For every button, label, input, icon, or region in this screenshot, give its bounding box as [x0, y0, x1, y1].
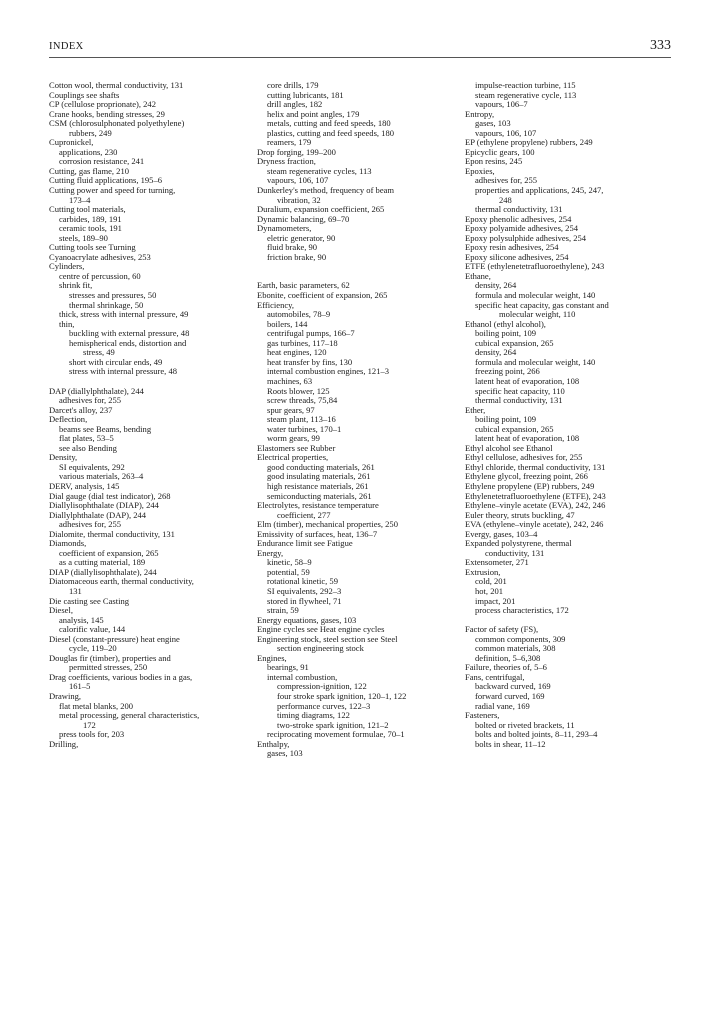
index-subentry: machines, 63: [267, 375, 313, 386]
index-subentry: centre of percussion, 60: [59, 270, 141, 281]
index-entry: Diamonds,: [49, 538, 87, 549]
index-subentry: rubbers, 249: [69, 127, 112, 138]
index-subentry: thin,: [59, 318, 75, 329]
index-subentry: Roots blower, 125: [267, 385, 330, 396]
index-subentry: corrosion resistance, 241: [59, 156, 145, 167]
index-entry: EVA (ethylene–vinyle acetate), 242, 246: [465, 519, 604, 530]
index-subentry: gas turbines, 117–18: [267, 337, 338, 348]
index-entry: Extensometer, 271: [465, 557, 529, 568]
index-subentry: latent heat of evaporation, 108: [475, 375, 580, 386]
index-entry: Entropy,: [465, 108, 495, 119]
index-subentry: backward curved, 169: [475, 681, 551, 692]
index-subentry: steam plant, 113–16: [267, 414, 336, 425]
index-entry: Dryness fraction,: [257, 156, 316, 167]
index-entry: Douglas fir (timber), properties and: [49, 652, 171, 663]
index-entry: ETFE (ethylenetetrafluoroethylene), 243: [465, 261, 605, 272]
index-subentry: thermal shrinkage, 50: [69, 299, 144, 310]
index-entry: Elastomers see Rubber: [257, 442, 336, 453]
index-subentry: high resistance materials, 261: [267, 480, 369, 491]
index-subentry: bolts and bolted joints, 8–11, 293–4: [475, 729, 598, 740]
index-entry: Drawing,: [49, 691, 82, 701]
index-entry: Factor of safety (FS),: [465, 624, 539, 635]
index-subentry: thermal conductivity, 131: [475, 395, 563, 406]
index-entry: Ethane,: [465, 270, 491, 281]
index-entry: Crane hooks, bending stresses, 29: [49, 108, 165, 119]
index-subentry: short with circular ends, 49: [69, 356, 163, 367]
index-subentry: vapours, 106, 107: [267, 175, 329, 186]
index-entry: Ebonite, coefficient of expansion, 265: [257, 290, 388, 301]
index-subentry: internal combustion engines, 121–3: [267, 366, 390, 377]
index-subentry: 248: [499, 194, 512, 205]
index-entry: CP (cellulose proprionate), 242: [49, 99, 156, 110]
index-subentry: beams see Beams, bending: [59, 423, 152, 434]
index-entry: Ethylene glycol, freezing point, 266: [465, 471, 588, 482]
index-entry: Extrusion,: [465, 566, 501, 577]
index-subentry: hot, 201: [475, 585, 504, 596]
index-subentry: shrink fit,: [59, 280, 93, 291]
index-subentry: see also Bending: [59, 442, 117, 453]
index-entry: Ethanol (ethyl alcohol),: [465, 318, 546, 329]
index-entry: Elm (timber), mechanical properties, 250: [257, 519, 398, 530]
index-column-right: [465, 81, 679, 749]
index-subentry: specific heat capacity, 110: [475, 385, 565, 396]
index-entry: Expanded polystyrene, thermal: [465, 538, 572, 549]
index-entry: Failure, theories of, 5–6: [465, 662, 547, 673]
index-subentry: 131: [69, 585, 82, 596]
index-subentry: press tools for, 203: [59, 729, 125, 740]
page-title: INDEX: [49, 41, 84, 52]
index-subentry: formula and molecular weight, 140: [475, 356, 596, 367]
index-subentry: ceramic tools, 191: [59, 223, 122, 234]
index-entry: Fasteners,: [465, 710, 500, 721]
index-subentry: vapours, 106–7: [475, 99, 528, 110]
index-entry: Dynamometers,: [257, 223, 312, 234]
index-entry: Emissivity of surfaces, heat, 136–7: [257, 528, 378, 539]
page-number: 333: [650, 38, 671, 53]
index-entry: Efficiency,: [257, 299, 295, 310]
index-subentry: two-stroke spark ignition, 121–2: [277, 719, 389, 730]
index-subentry: stress, 49: [83, 347, 115, 358]
index-subentry: screw threads, 75,84: [267, 395, 338, 406]
index-subentry: SI equivalents, 292: [59, 461, 125, 472]
index-subentry: hemispherical ends, distortion and: [69, 337, 187, 348]
index-subentry: reamers, 179: [267, 137, 312, 148]
index-entry: Cutting tool materials,: [49, 204, 126, 215]
index-subentry: metals, cutting and feed speeds, 180: [267, 118, 391, 129]
index-subentry: as a cutting material, 189: [59, 557, 146, 568]
index-subentry: SI equivalents, 292–3: [267, 585, 342, 596]
index-subentry: flat plates, 53–5: [59, 433, 114, 444]
index-subentry: applications, 230: [59, 146, 118, 157]
header-rule: [49, 57, 671, 58]
index-entry: Cutting tools see Turning: [49, 242, 136, 253]
index-subentry: heat engines, 120: [267, 347, 327, 358]
index-entry: Electrolytes, resistance temperature: [257, 500, 379, 511]
index-entry: Duralium, expansion coefficient, 265: [257, 204, 385, 215]
index-entry: Ethyl cellulose, adhesives for, 255: [465, 452, 583, 463]
index-subentry: radial vane, 169: [475, 700, 530, 711]
index-subentry: permitted stresses, 250: [69, 662, 148, 673]
index-entry: Density,: [49, 452, 78, 463]
index-subentry: steam regenerative cycles, 113: [267, 165, 372, 176]
index-subentry: heat transfer by fins, 130: [267, 356, 353, 367]
index-entry: Engines,: [257, 652, 287, 663]
index-entry: Energy equations, gases, 103: [257, 614, 357, 625]
index-subentry: vibration, 32: [277, 194, 321, 205]
index-subentry: cutting lubricants, 181: [267, 89, 344, 100]
index-subentry: water turbines, 170–1: [267, 423, 342, 434]
index-subentry: coefficient, 277: [277, 509, 331, 520]
index-entry: Cylinders,: [49, 261, 85, 272]
index-subentry: thermal conductivity, 131: [475, 204, 563, 215]
index-entry: Epicyclic gears, 100: [465, 146, 535, 157]
index-subentry: steam regenerative cycle, 113: [475, 89, 577, 100]
index-subentry: automobiles, 78–9: [267, 309, 331, 320]
index-entry: Epoxies,: [465, 165, 495, 176]
index-subentry: density, 264: [475, 280, 517, 291]
index-entry: Fans, centrifugal,: [465, 671, 525, 682]
index-entry: Epon resins, 245: [465, 156, 523, 167]
index-subentry: various materials, 263–4: [59, 471, 144, 482]
index-entry: Epoxy resin adhesives, 254: [465, 242, 559, 253]
index-subentry: boiling point, 109: [475, 328, 537, 339]
index-subentry: buckling with external pressure, 48: [69, 328, 190, 339]
index-entry: Darcet's alloy, 237: [49, 404, 113, 415]
index-subentry: bearings, 91: [267, 662, 309, 673]
index-subentry: thick, stress with internal pressure, 49: [59, 309, 189, 320]
index-subentry: 172: [83, 719, 96, 730]
index-entry: Diatomaceous earth, thermal conductivity,: [49, 576, 194, 587]
index-subentry: bolts in shear, 11–12: [475, 738, 546, 749]
index-entry: Endurance limit see Fatigue: [257, 538, 353, 549]
index-entry: Diesel (constant-pressure) heat engine: [49, 633, 180, 644]
index-subentry: adhesives for, 255: [475, 175, 538, 186]
index-entry: Energy,: [257, 547, 284, 558]
index-subentry: boiling point, 109: [475, 414, 537, 425]
index-subentry: fluid brake, 90: [267, 242, 318, 253]
index-subentry: gases, 103: [267, 748, 303, 759]
index-subentry: four stroke spark ignition, 120–1, 122: [277, 691, 407, 701]
index-subentry: internal combustion,: [267, 671, 338, 682]
index-entry: Electrical properties,: [257, 452, 329, 463]
index-subentry: latent heat of evaporation, 108: [475, 433, 580, 444]
index-subentry: vapours, 106, 107: [475, 127, 537, 138]
index-entry: Deflection,: [49, 414, 88, 425]
index-subentry: stress with internal pressure, 48: [69, 366, 178, 377]
index-entry: CSM (chlorosulphonated polyethylene): [49, 118, 185, 129]
index-column-middle: [257, 81, 471, 759]
index-entry: Epoxy polyamide adhesives, 254: [465, 223, 578, 234]
index-entry: Cyanoacrylate adhesives, 253: [49, 251, 151, 262]
index-entry: Enthalpy,: [257, 738, 290, 749]
index-entry: Cupronickel,: [49, 137, 94, 148]
index-entry: Ethylene–vinyle acetate (EVA), 242, 246: [465, 500, 606, 511]
index-entry: Diallylisophthalate (DIAP), 244: [49, 500, 159, 511]
index-subentry: spur gears, 97: [267, 404, 315, 415]
index-entry: DIAP (diallylisophthalate), 244: [49, 566, 157, 577]
index-subentry: calorific value, 144: [59, 624, 126, 635]
index-subentry: common components, 309: [475, 633, 566, 644]
index-entry: Drag coefficients, various bodies in a gas,: [49, 671, 193, 682]
index-entry: Ether,: [465, 404, 486, 415]
index-entry: Epoxy phenolic adhesives, 254: [465, 213, 572, 224]
index-entry: Epoxy polysulphide adhesives, 254: [465, 232, 587, 243]
index-subentry: analysis, 145: [59, 614, 104, 625]
index-subentry: 161–5: [69, 681, 91, 692]
index-subentry: steels, 189–90: [59, 232, 108, 243]
index-entry: Dynamic balancing, 69–70: [257, 213, 350, 224]
index-subentry: properties and applications, 245, 247,: [475, 185, 604, 196]
index-subentry: density, 264: [475, 347, 517, 358]
index-subentry: freezing point, 266: [475, 366, 540, 377]
index-subentry: timing diagrams, 122: [277, 710, 350, 721]
index-subentry: adhesives for, 255: [59, 519, 122, 530]
index-entry: Cutting, gas flame, 210: [49, 165, 129, 176]
index-entry: DAP (diallylphthalate), 244: [49, 385, 144, 396]
index-subentry: stored in flywheel, 71: [267, 595, 342, 606]
index-subentry: strain, 59: [267, 605, 299, 616]
index-entry: Cutting power and speed for turning,: [49, 185, 176, 196]
index-subentry: section engineering stock: [277, 643, 364, 654]
index-entry: Engine cycles see Heat engine cycles: [257, 624, 385, 635]
index-entry: Drilling,: [49, 738, 79, 749]
index-subentry: impulse-reaction turbine, 115: [475, 80, 576, 90]
index-subentry: boilers, 144: [267, 318, 308, 329]
index-entry: DERV, analysis, 145: [49, 480, 120, 491]
index-subentry: carbides, 189, 191: [59, 213, 122, 224]
index-entry: Earth, basic parameters, 62: [257, 280, 350, 291]
index-entry: Euler theory, struts buckling, 47: [465, 509, 575, 520]
index-entry: Ethyl alcohol see Ethanol: [465, 442, 553, 453]
index-entry: Ethylenetetrafluoroethylene (ETFE), 243: [465, 490, 606, 501]
index-subentry: conductivity, 131: [485, 547, 545, 558]
index-subentry: good conducting materials, 261: [267, 461, 375, 472]
index-spacer: [257, 262, 471, 272]
index-subentry: coefficient of expansion, 265: [59, 547, 159, 558]
index-subentry: compression-ignition, 122: [277, 681, 367, 692]
index-entry: Die casting see Casting: [49, 595, 129, 606]
index-subentry: good insulating materials, 261: [267, 471, 371, 482]
index-subentry: worm gears, 99: [267, 433, 320, 444]
index-subentry: adhesives for, 255: [59, 395, 122, 406]
index-subentry: plastics, cutting and feed speeds, 180: [267, 127, 394, 138]
index-subentry: kinetic, 58–9: [267, 557, 312, 568]
index-entry: Diesel,: [49, 605, 73, 616]
index-subentry: forward curved, 169: [475, 691, 545, 701]
index-subentry: drill angles, 182: [267, 99, 323, 110]
index-subentry: gases, 103: [475, 118, 511, 129]
index-subentry: cold, 201: [475, 576, 507, 587]
index-entry: Dunkerley's method, frequency of beam: [257, 185, 395, 196]
index-subentry: specific heat capacity, gas constant and: [475, 299, 609, 310]
index-subentry: rotational kinetic, 59: [267, 576, 338, 587]
index-entry: Ethyl chloride, thermal conductivity, 131: [465, 461, 606, 472]
index-subentry: cubical expansion, 265: [475, 423, 554, 434]
index-subentry: performance curves, 122–3: [277, 700, 371, 711]
index-entry: Dialomite, thermal conductivity, 131: [49, 528, 175, 539]
index-subentry: definition, 5–6,308: [475, 652, 541, 663]
index-entry: Dial gauge (dial test indicator), 268: [49, 490, 171, 501]
index-entry: Evergy, gases, 103–4: [465, 528, 538, 539]
index-subentry: reciprocating movement formulae, 70–1: [267, 729, 405, 740]
index-subentry: semiconducting materials, 261: [267, 490, 372, 501]
index-subentry: formula and molecular weight, 140: [475, 290, 596, 301]
index-subentry: molecular weight, 110: [499, 309, 576, 320]
index-entry: Cotton wool, thermal conductivity, 131: [49, 80, 184, 90]
index-entry: Ethylene propylene (EP) rubbers, 249: [465, 480, 595, 491]
index-subentry: flat metal blanks, 200: [59, 700, 134, 711]
index-subentry: cubical expansion, 265: [475, 337, 554, 348]
index-entry: EP (ethylene propylene) rubbers, 249: [465, 137, 593, 148]
index-subentry: bolted or riveted brackets, 11: [475, 719, 575, 730]
index-subentry: helix and point angles, 179: [267, 108, 360, 119]
index-subentry: common materials, 308: [475, 643, 556, 654]
running-head: [49, 38, 671, 57]
index-subentry: potential, 59: [267, 566, 310, 577]
index-subentry: core drills, 179: [267, 80, 319, 90]
index-subentry: eletric generator, 90: [267, 232, 336, 243]
index-subentry: centrifugal pumps, 166–7: [267, 328, 355, 339]
index-entry: Diallylphthalate (DAP), 244: [49, 509, 147, 520]
index-subentry: 173–4: [69, 194, 91, 205]
index-subentry: stresses and pressures, 50: [69, 290, 157, 301]
index-entry: Drop forging, 199–200: [257, 146, 336, 157]
index-entry: Engineering stock, steel section see Steel: [257, 633, 398, 644]
index-subentry: friction brake, 90: [267, 251, 327, 262]
index-entry: Epoxy silicone adhesives, 254: [465, 251, 569, 262]
index-subentry: process characteristics, 172: [475, 605, 569, 616]
index-entry: Cutting fluid applications, 195–6: [49, 175, 162, 186]
index-subentry: metal processing, general characteristics,: [59, 710, 200, 721]
index-subentry: cycle, 119–20: [69, 643, 117, 654]
index-entry: Couplings see shafts: [49, 89, 120, 100]
index-column-left: [49, 81, 263, 749]
index-subentry: impact, 201: [475, 595, 516, 606]
